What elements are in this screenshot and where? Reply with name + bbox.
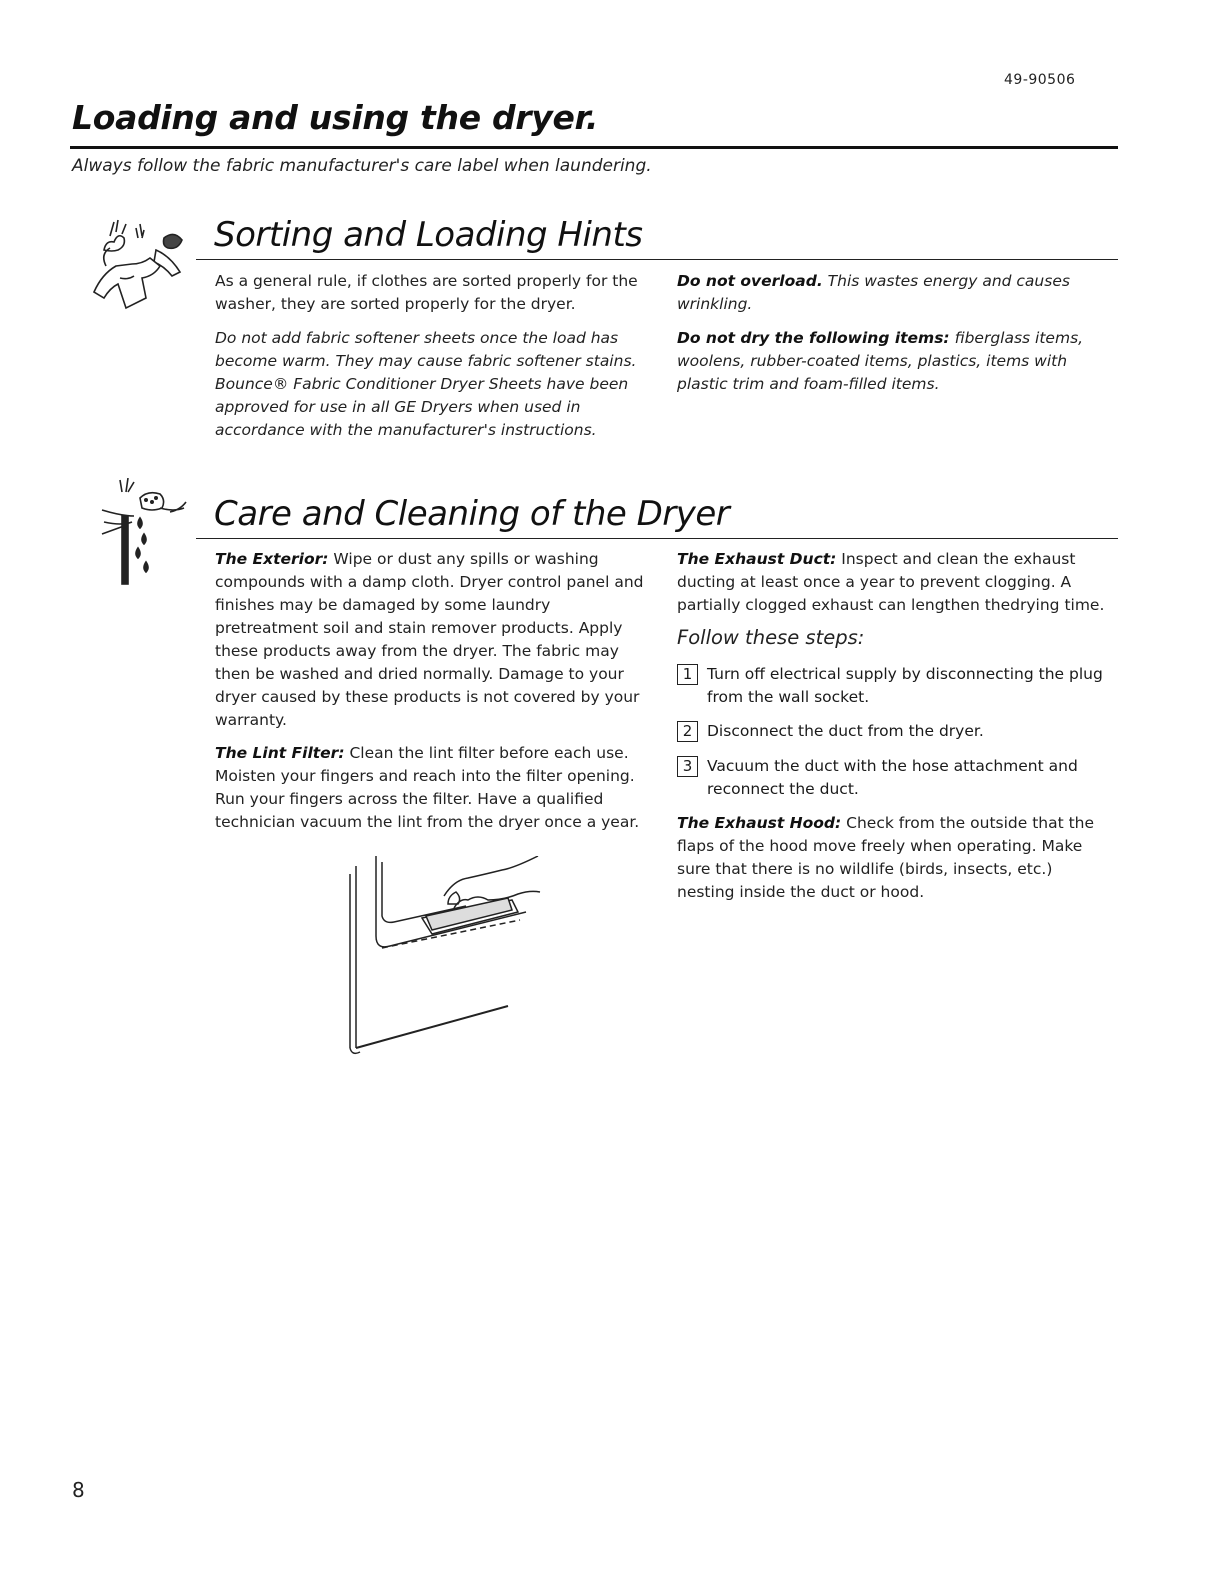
overload-text: This wastes energy and causes wrinkling. [677,272,1070,313]
exterior-lead: The Exterior: [215,550,329,568]
document-number: 49-90506 [1004,72,1076,88]
step-text: Turn off electrical supply by disconnecting the plug from the wall socket. [707,665,1103,706]
lint-lead: The Lint Filter: [215,744,345,762]
hood-text: Check from the outside that the flaps of the hood move freely when operating. Make sure that there is no wildlife (birds, insects, etc.) nesting inside the duct or hood. [677,814,1095,901]
care-paragraph-exterior [215,548,650,732]
clothes-icon [86,210,198,320]
overload-lead: Do not overload. [677,272,823,290]
step-number: 1 [677,664,698,685]
step-item [677,755,1117,801]
step-number: 3 [677,756,698,777]
exterior-text: Wipe or dust any spills or washing compounds with a damp cloth. Dryer control panel and finishes may be damaged by some laundry pretreatment soil and stain remover products. Apply these products away from the dryer. The fabric may then be washed and dried normally. Damage to your dryer caused by these products is not covered by your warranty. [215,550,644,729]
care-paragraph-lint [215,742,645,834]
section-divider-care [196,538,1118,539]
sorting-paragraph-softener: Do not add fabric softener sheets once the load has become warm. They may cause fabric softener stains. Bounce® Fabric Conditioner Dryer Sheets have been approved for use in all GE Dryers when used in accordance with the manufacturer's instructions. [215,329,637,439]
step-item [677,720,1117,743]
lint-text: Clean the lint filter before each use. Moisten your fingers and reach into the filter opening. Run your fingers across the filter. Have a qualified technician vacuum the lint from the dryer once a year. [215,744,640,831]
page-number: 8 [72,1478,85,1502]
hood-lead: The Exhaust Hood: [677,814,842,832]
title-divider [70,146,1118,149]
duct-text: Inspect and clean the exhaust ducting at least once a year to prevent clogging. A partially clogged exhaust can lengthen thedrying time. [677,550,1105,614]
care-paragraph-duct [677,548,1117,617]
items-text: fiberglass items, woolens, rubber-coated items, plastics, items with plastic trim and foam-filled items. [677,329,1084,393]
lint-filter-illustration [336,856,546,1061]
care-paragraph-hood [677,812,1112,904]
section-title-sorting: Sorting and Loading Hints [214,215,643,255]
step-text: Vacuum the duct with the hose attachment and reconnect the duct. [707,757,1078,798]
steps-heading: Follow these steps: [677,626,865,649]
step-text: Disconnect the duct from the dryer. [707,722,984,740]
step-item [677,663,1117,709]
page-subtitle: Always follow the fabric manufacturer's care label when laundering. [72,156,652,176]
sorting-paragraph-items [677,327,1097,396]
sorting-paragraph-general: As a general rule, if clothes are sorted properly for the washer, they are sorted properly for the dryer. [215,272,638,313]
section-title-care: Care and Cleaning of the Dryer [214,494,730,534]
items-lead: Do not dry the following items: [677,329,950,347]
step-number: 2 [677,721,698,742]
sponge-cleaning-icon [100,478,200,588]
duct-lead: The Exhaust Duct: [677,550,837,568]
page-title: Loading and using the dryer. [72,98,599,137]
section-divider-sorting [196,259,1118,260]
sorting-paragraph-overload [677,270,1097,316]
